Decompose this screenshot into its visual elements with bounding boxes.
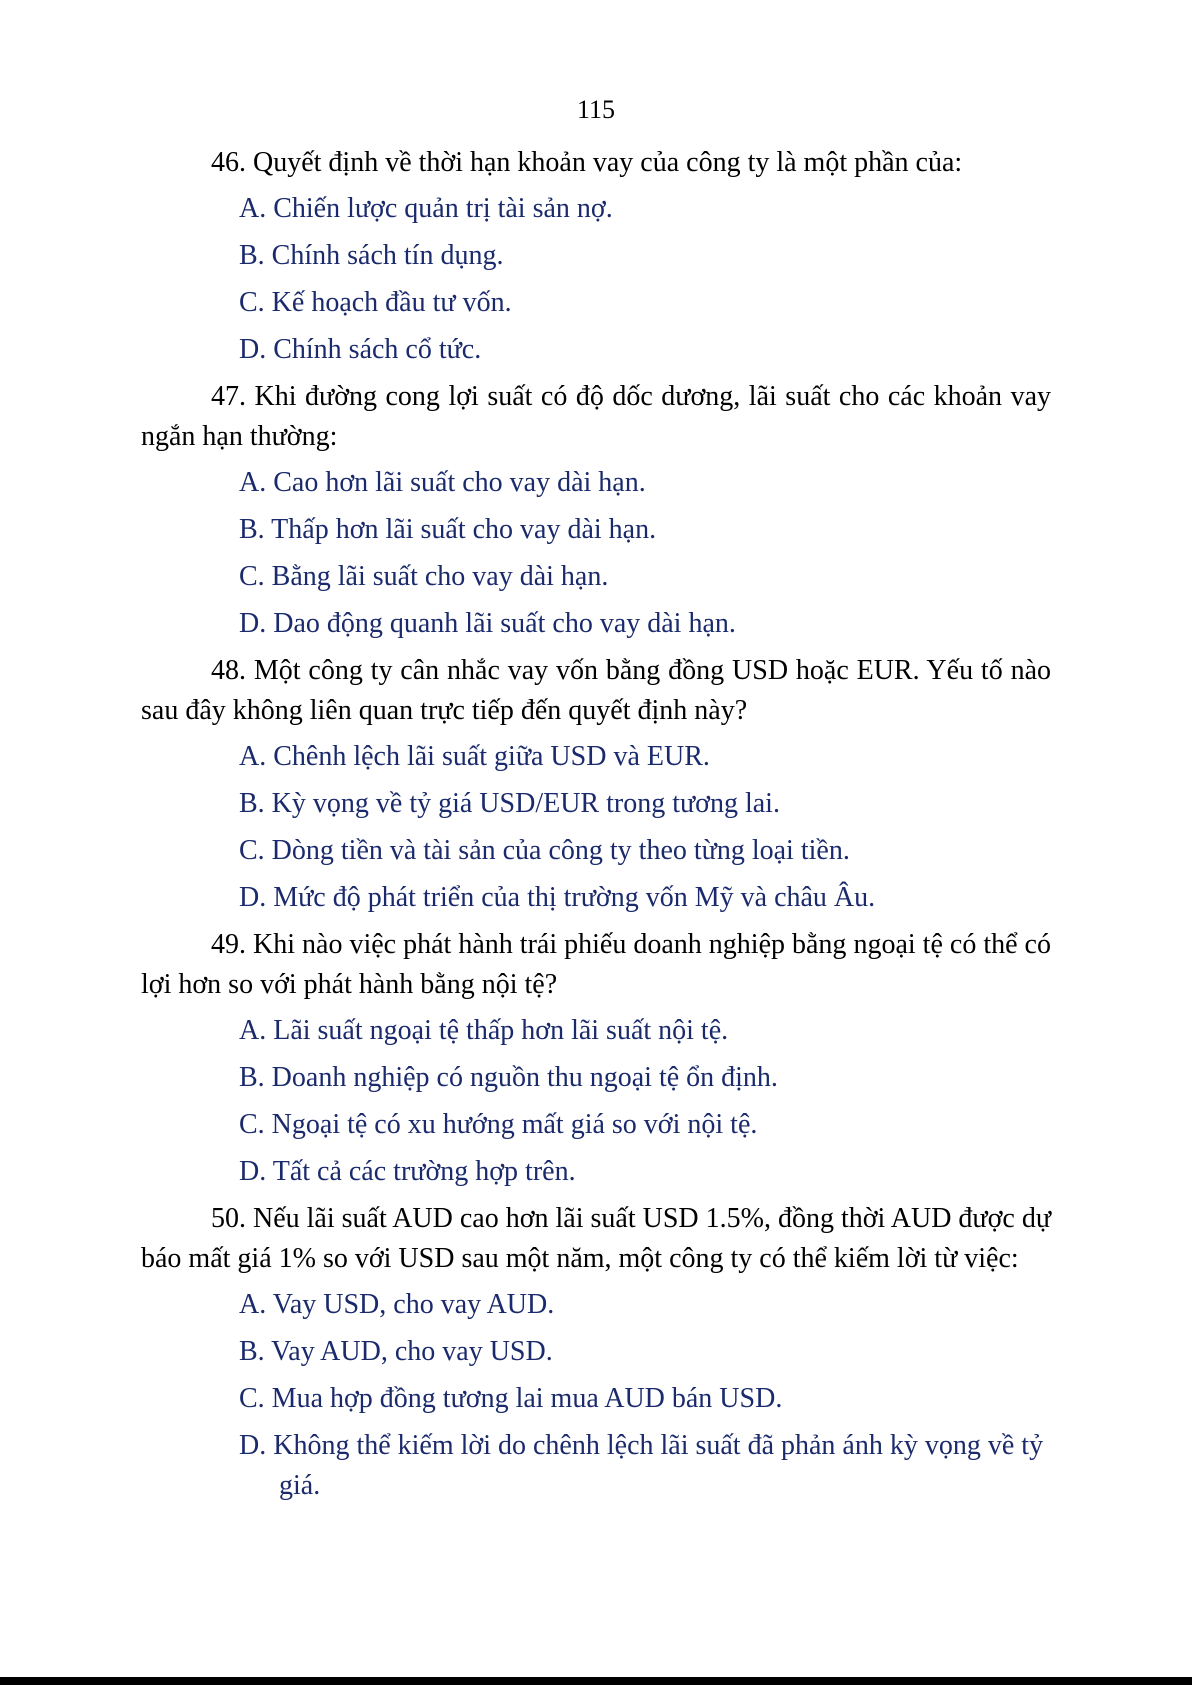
answer-options bbox=[141, 463, 1051, 644]
answer-options bbox=[141, 1285, 1051, 1506]
answer-option-d: D. Tất cả các trường hợp trên. bbox=[239, 1156, 576, 1187]
answer-option-b: B. Kỳ vọng về tỷ giá USD/EUR trong tương lai. bbox=[239, 788, 780, 819]
answer-option-d: D. Mức độ phát triển của thị trường vốn Mỹ và châu Âu. bbox=[239, 882, 876, 913]
answer-option-d: D. Chính sách cổ tức. bbox=[239, 334, 482, 365]
answer-option-b: B. Doanh nghiệp có nguồn thu ngoại tệ ổn định. bbox=[239, 1062, 778, 1093]
page-number: 115 bbox=[576, 95, 616, 124]
question-47 bbox=[141, 377, 1051, 644]
answer-option-c: C. Mua hợp đồng tương lai mua AUD bán USD. bbox=[239, 1383, 783, 1414]
question-text: 47. Khi đường cong lợi suất có độ dốc dương, lãi suất cho các khoản vay ngắn hạn thường: bbox=[141, 381, 1051, 452]
answer-option-c: C. Bằng lãi suất cho vay dài hạn. bbox=[239, 561, 609, 592]
answer-options bbox=[141, 737, 1051, 918]
answer-options bbox=[141, 1011, 1051, 1192]
answer-option-b: B. Chính sách tín dụng. bbox=[239, 240, 504, 271]
question-list bbox=[141, 143, 1051, 1513]
answer-option-a: A. Lãi suất ngoại tệ thấp hơn lãi suất nội tệ. bbox=[239, 1015, 729, 1046]
answer-option-a: A. Vay USD, cho vay AUD. bbox=[239, 1289, 555, 1320]
question-50 bbox=[141, 1199, 1051, 1506]
answer-option-c: C. Ngoại tệ có xu hướng mất giá so với nội tệ. bbox=[239, 1109, 758, 1140]
question-46 bbox=[141, 143, 1051, 370]
question-text: 49. Khi nào việc phát hành trái phiếu doanh nghiệp bằng ngoại tệ có thể có lợi hơn so với phát hành bằng nội tệ? bbox=[141, 929, 1051, 1000]
answer-option-b: B. Thấp hơn lãi suất cho vay dài hạn. bbox=[239, 514, 657, 545]
page-bottom-border bbox=[0, 1677, 1192, 1685]
question-text: 46. Quyết định về thời hạn khoản vay của công ty là một phần của: bbox=[211, 147, 963, 178]
question-49 bbox=[141, 925, 1051, 1192]
answer-option-c: C. Kế hoạch đầu tư vốn. bbox=[239, 287, 512, 318]
answer-option-a: A. Cao hơn lãi suất cho vay dài hạn. bbox=[239, 467, 646, 498]
answer-option-d: D. Không thể kiếm lời do chênh lệch lãi suất đã phản ánh kỳ vọng về tỷ giá. bbox=[239, 1430, 1044, 1501]
answer-option-a: A. Chiến lược quản trị tài sản nợ. bbox=[239, 193, 613, 224]
answer-option-b: B. Vay AUD, cho vay USD. bbox=[239, 1336, 553, 1367]
question-text: 50. Nếu lãi suất AUD cao hơn lãi suất USD 1.5%, đồng thời AUD được dự báo mất giá 1% so với USD sau một năm, một công ty có thể kiếm lời từ việc: bbox=[141, 1203, 1052, 1274]
question-48 bbox=[141, 651, 1051, 918]
answer-options bbox=[141, 189, 1051, 370]
answer-option-c: C. Dòng tiền và tài sản của công ty theo từng loại tiền. bbox=[239, 835, 850, 866]
answer-option-d: D. Dao động quanh lãi suất cho vay dài hạn. bbox=[239, 608, 736, 639]
question-text: 48. Một công ty cân nhắc vay vốn bằng đồng USD hoặc EUR. Yếu tố nào sau đây không liên quan trực tiếp đến quyết định này? bbox=[141, 655, 1051, 726]
answer-option-a: A. Chênh lệch lãi suất giữa USD và EUR. bbox=[239, 741, 710, 772]
